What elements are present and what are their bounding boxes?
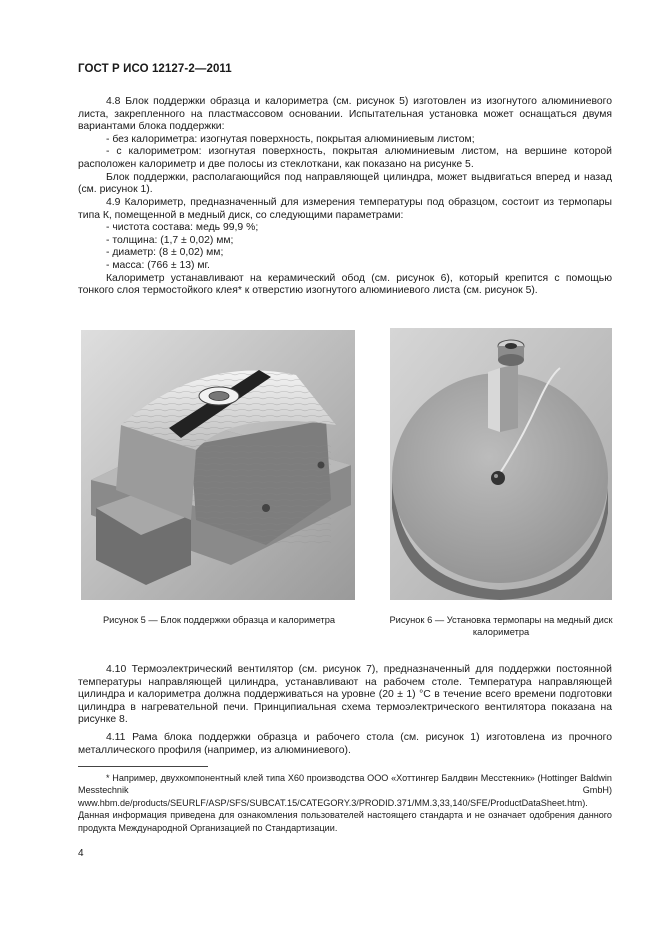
figure-5-caption: Рисунок 5 — Блок поддержки образца и калориметра	[102, 615, 336, 625]
section-4-10	[78, 664, 612, 727]
figure-5-image	[81, 330, 355, 600]
section-4-10-text: 4.10 Термоэлектрический вентилятор (см. рисунок 7), предназначенный для поддержки постоянной температуры направляющей цилиндра, устанавливают на рабочем столе. Температура направляющей цилиндра и калориметра должна поддерживаться на уровне (20 ± 1) °С в течение всего времени подготовки цилиндра в нагревательной печи. Принципиальная схема термоэлектрического вентилятора показана на рисунке 8.	[78, 664, 612, 726]
footnote-divider	[78, 766, 208, 767]
section-4-8-para-2: Блок поддержки, располагающийся под направляющей цилиндра, может выдвигаться вперед и назад (см. рисунок 1).	[78, 171, 612, 196]
document-header: ГОСТ Р ИСО 12127-2—2011	[78, 63, 232, 75]
section-4-9-item-1: - чистота состава: медь 99,9 %;	[106, 222, 259, 234]
section-4-8	[78, 96, 612, 197]
section-4-8-item-1: - без калориметра: изогнутая поверхность, покрытая алюминиевым листом;	[106, 133, 475, 145]
section-4-9-para-2: Калориметр устанавливают на керамический обод (см. рисунок 6), который крепится с помощью тонкого слоя термостойкого клея* к отверстию изогнутого алюминиевого листа (см. рисунок 5).	[78, 272, 612, 297]
figure-6-caption: Рисунок 6 — Установка термопары на медный диск калориметра	[389, 615, 613, 637]
section-4-8-item-2: - с калориметром: изогнутая поверхность, покрытая алюминиевым листом, на вершине которой расположен калориметр и две полосы из стеклоткани, как показано на рисунке 5.	[78, 146, 612, 170]
figure-6-image	[390, 328, 612, 600]
page-number: 4	[78, 848, 84, 859]
section-4-8-intro: 4.8 Блок поддержки образца и калориметра (см. рисунок 5) изготовлен из изогнутого алюминиевого листа, закрепленного на пластмассовом основании. Испытательная установка может оснащаться двумя вариантами блока поддержки:	[78, 96, 612, 133]
footnote: * Например, двухкомпонентный клей типа Х60 производства ООО «Хоттингер Балдвин Месстекник» (Hottinger Baldwin Messtechnik GmbH) www.hbm.de/products/SEURLF/ASP/SFS/SUBCAT.15/CATEGORY.3/PRODID.371/MM.3,33,140/SFE/ProductDataSheet.htm). Данная информация приведена для ознакомления пользователей настоящего стандарта и не означает одобрения данного продукта Международной Организацией по Стандартизации.	[78, 773, 612, 833]
section-4-9	[78, 197, 612, 298]
section-4-9-item-3: - диаметр: (8 ± 0,02) мм;	[106, 247, 224, 259]
section-4-11-text: 4.11 Рама блока поддержки образца и рабочего стола (см. рисунок 1) изготовлена из прочного металлического профиля (например, из алюминиевого).	[78, 732, 612, 756]
section-4-9-item-4: - масса: (766 ± 13) мг.	[106, 259, 210, 271]
section-4-9-intro: 4.9 Калориметр, предназначенный для измерения температуры под образцом, состоит из термопары типа К, помещенной в медный диск, со следующими параметрами:	[78, 197, 612, 221]
section-4-11	[78, 732, 612, 757]
section-4-9-item-2: - толщина: (1,7 ± 0,02) мм;	[106, 234, 234, 246]
